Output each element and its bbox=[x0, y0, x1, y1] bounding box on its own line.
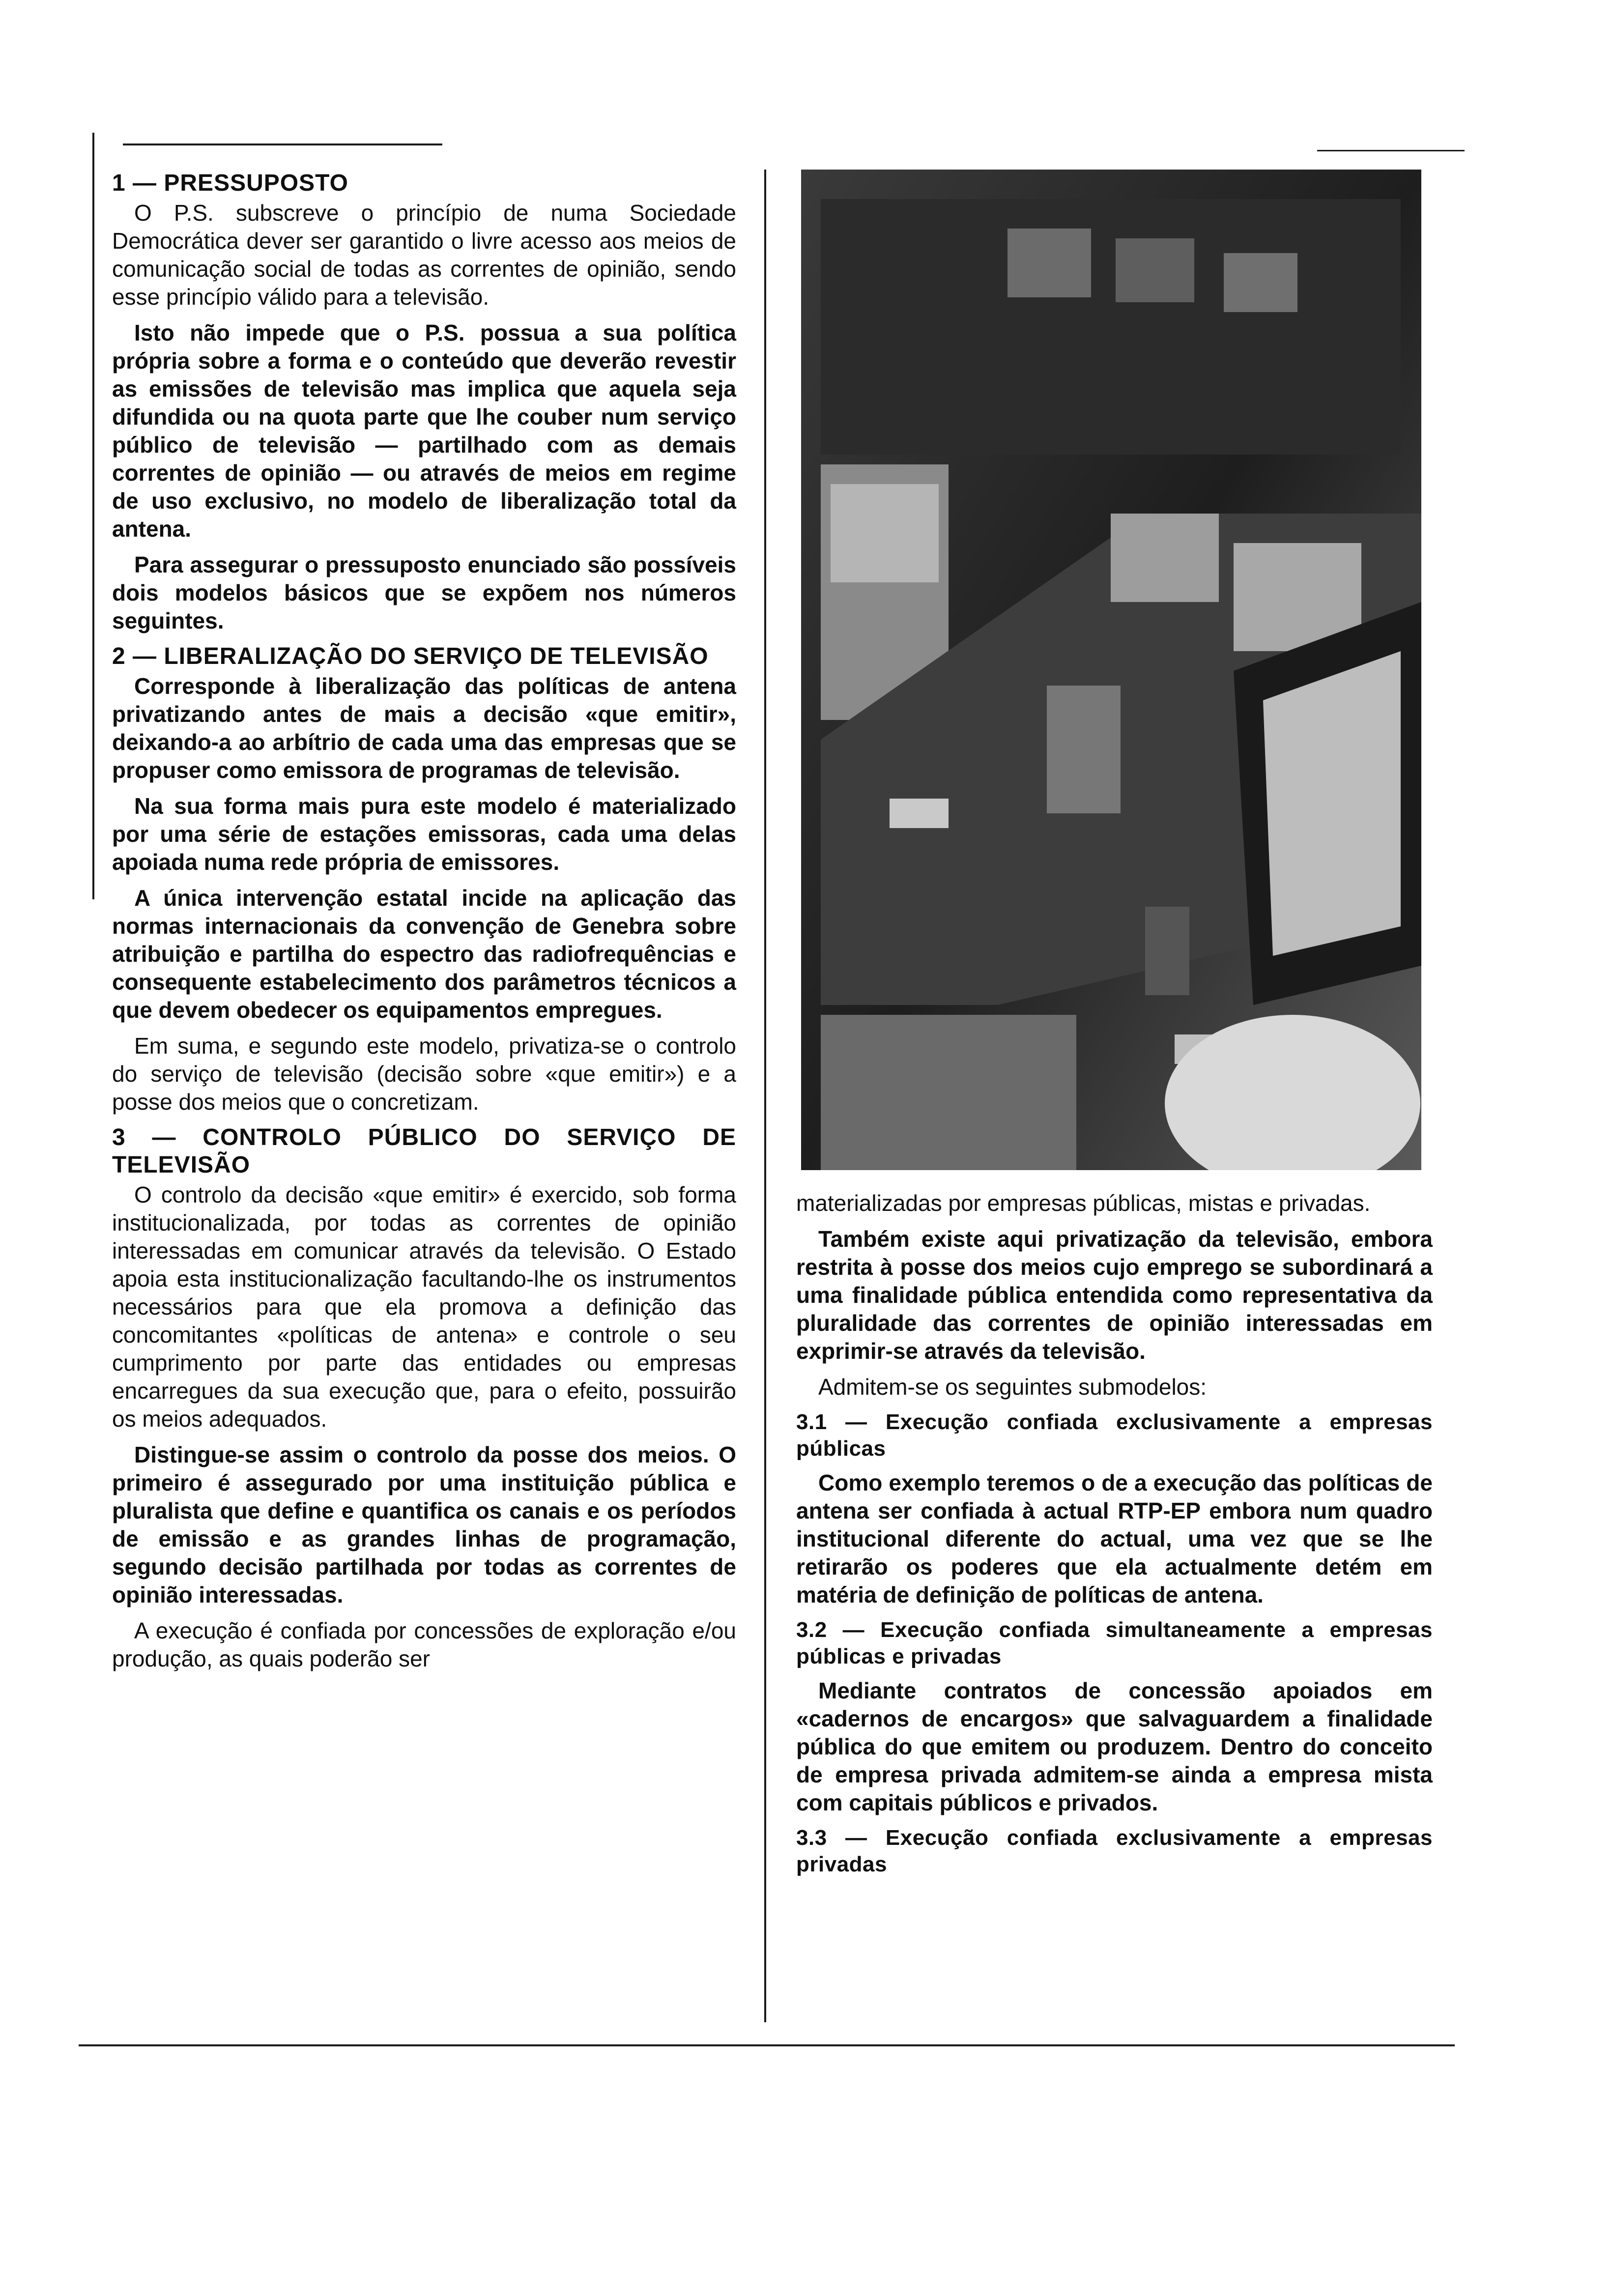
section-3-heading: 3 — CONTROLO PÚBLICO DO SERVIÇO DE TELEVISÃO bbox=[112, 1124, 736, 1178]
left-margin-rule bbox=[92, 133, 94, 899]
section-2-paragraph-2: Na sua forma mais pura este modelo é materializado por uma série de estações emissoras, cada uma delas apoiada numa rede própria de emissores. bbox=[112, 793, 736, 875]
right-column bbox=[796, 1189, 1433, 1885]
section-3-paragraph-2: Distingue-se assim o controlo da posse dos meios. O primeiro é assegurado por uma instituição pública e pluralista que define e quantifica os canais e os períodos de emissão e as grandes linhas de programação, segundo decisão partilhada por todas as correntes de opinião interessadas. bbox=[112, 1442, 736, 1607]
section-1-paragraph-2: Isto não impede que o P.S. possua a sua política própria sobre a forma e o conteúdo que deverão revestir as emissões de televisão mas implica que aquela seja difundida ou na quota parte que lhe couber num serviço público de televisão — partilhado com as demais correntes de opinião — ou através de meios em regime de uso exclusivo, no modelo de liberalização total da antena. bbox=[112, 320, 736, 542]
continued-paragraph-1: materializadas por empresas públicas, mistas e privadas. bbox=[796, 1190, 1371, 1216]
continued-paragraph-2: Também existe aqui privatização da televisão, embora restrita à posse dos meios cujo emprego se subordinará a uma finalidade pública entendida como representativa da pluralidade das correntes de opinião interessadas em exprimir-se através da televisão. bbox=[796, 1226, 1433, 1364]
section-1-paragraph-3: Para assegurar o pressuposto enunciado são possíveis dois modelos básicos que se expõem nos números seguintes. bbox=[112, 552, 736, 633]
section-2-paragraph-4: Em suma, e segundo este modelo, privatiza-se o controlo do serviço de televisão (decisão sobre «que emitir») e a posse dos meios que o concretizam. bbox=[112, 1033, 736, 1115]
column-divider bbox=[764, 170, 766, 2022]
continued-paragraph-3: Admitem-se os seguintes submodelos: bbox=[818, 1374, 1207, 1400]
control-room-illustration bbox=[801, 170, 1421, 1170]
control-room-photo bbox=[801, 170, 1421, 1170]
section-3-2-heading: 3.2 — Execução confiada simultaneamente a empresas públicas e privadas bbox=[796, 1618, 1433, 1668]
section-3-paragraph-3: A execução é confiada por concessões de exploração e/ou produção, as quais poderão ser bbox=[112, 1618, 736, 1671]
section-3-2-paragraph: Mediante contratos de concessão apoiados em «cadernos de encargos» que salvaguardem a finalidade pública do que emitem ou produzem. Dentro do conceito de empresa privada admitem-se ainda a empresa mista com capitais públicos e privados. bbox=[796, 1678, 1433, 1815]
left-column bbox=[112, 170, 736, 1681]
section-1-heading: 1 — PRESSUPOSTO bbox=[112, 170, 348, 196]
section-2-paragraph-3: A única intervenção estatal incide na aplicação das normas internacionais da convenção de Genebra sobre atribuição e partilha do espectro das radiofrequências e consequente estabelecimento dos parâmetros técnicos a que devem obedecer os equipamentos empregues. bbox=[112, 885, 736, 1023]
section-3-1-paragraph: Como exemplo teremos o de a execução das políticas de antena ser confiada à actual RTP-EP embora num quadro institucional diferente do actual, uma vez que se lhe retirarão os poderes que ela actualmente detém em matéria de definição de políticas de antena. bbox=[796, 1470, 1433, 1607]
section-3-1-heading: 3.1 — Execução confiada exclusivamente a empresas públicas bbox=[796, 1410, 1433, 1461]
top-left-rule bbox=[123, 144, 442, 145]
section-2-heading: 2 — LIBERALIZAÇÃO DO SERVIÇO DE TELEVISÃO bbox=[112, 643, 709, 669]
bottom-rule bbox=[79, 2044, 1455, 2046]
top-right-rule bbox=[1317, 150, 1465, 151]
section-3-paragraph-1: O controlo da decisão «que emitir» é exercido, sob forma institucionalizada, por todas as correntes de opinião interessadas em comunicar através da televisão. O Estado apoia esta institucionalização facultando-lhe os instrumentos necessários para que ela promova a definição das concomitantes «políticas de antena» e controle o seu cumprimento por parte das entidades ou empresas encarregues da sua execução que, para o efeito, possuirão os meios adequados. bbox=[112, 1182, 736, 1432]
section-2-paragraph-1: Corresponde à liberalização das políticas de antena privatizando antes de mais a decisão «que emitir», deixando-a ao arbítrio de cada uma das empresas que se propuser como emissora de programas de televisão. bbox=[112, 673, 736, 783]
section-1-paragraph-1: O P.S. subscreve o princípio de numa Sociedade Democrática dever ser garantido o livre acesso aos meios de comunicação social de todas as correntes de opinião, sendo esse princípio válido para a televisão. bbox=[112, 200, 736, 310]
section-3-3-heading: 3.3 — Execução confiada exclusivamente a empresas privadas bbox=[796, 1826, 1433, 1876]
